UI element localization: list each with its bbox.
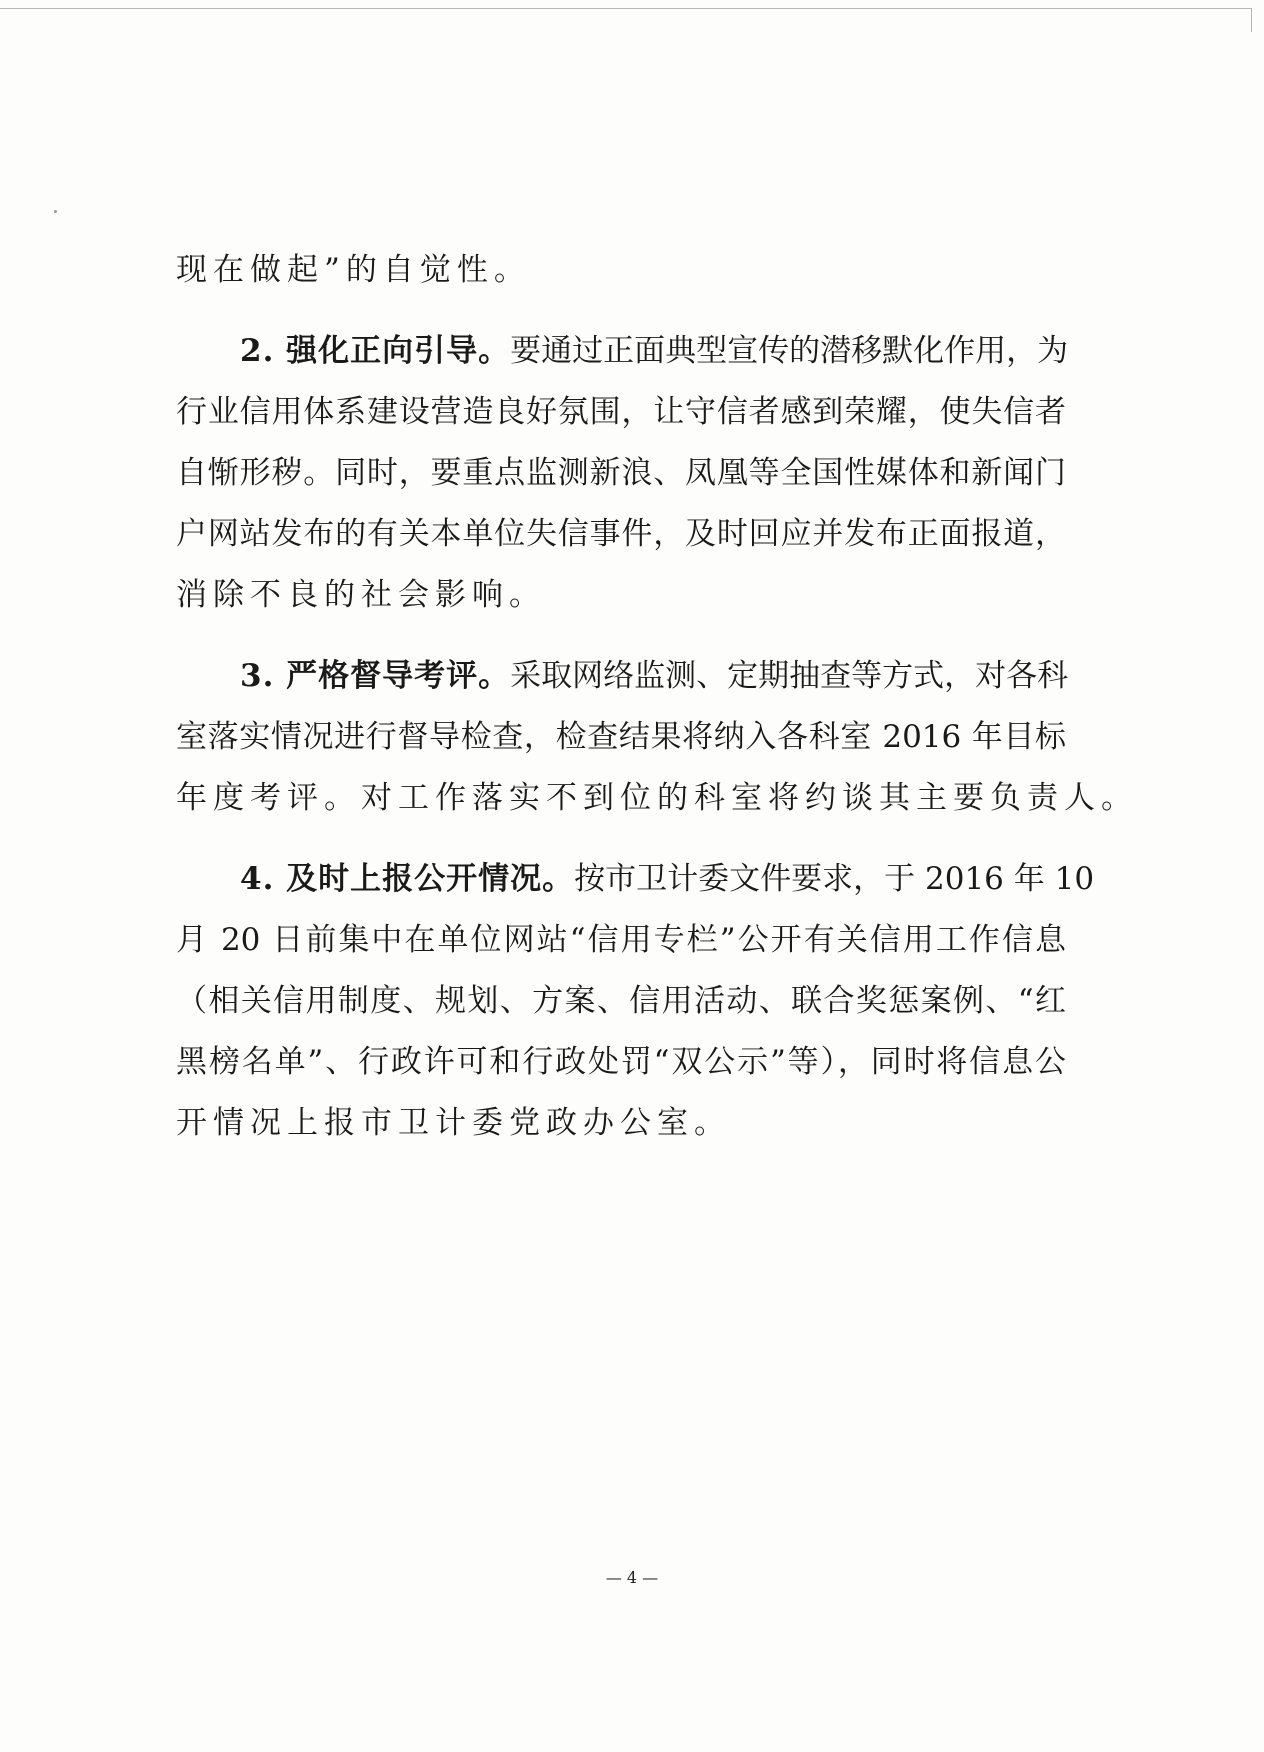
paragraph-line: 现在做起”的自觉性。 [176,252,531,288]
paragraph-text: 采取网络监测、定期抽查等方式，对各科 [510,658,1069,694]
paragraph-line: 行业信用体系建设营造良好氛围，让守信者感到荣耀，使失信者 [176,394,1066,430]
scan-edge-line [0,8,1252,9]
paragraph-line: 自惭形秽。同时，要重点监测新浪、凤凰等全国性媒体和新闻门 [176,455,1066,491]
section-heading: 3. 严格督导考评。 [240,658,511,694]
paragraph-first-line [176,849,1095,910]
paragraph-first-line [176,646,1069,707]
scan-edge-line-right [1251,8,1252,32]
paragraph-line: 室落实情况进行督导检查，检查结果将纳入各科室 2016 年目标 [176,719,1066,755]
page-number: — 4 — [605,1568,659,1587]
paragraph-line: 消除不良的社会影响。 [176,577,546,613]
paragraph-line: 开情况上报市卫计委党政办公室。 [176,1105,731,1141]
paragraph-line: 户网站发布的有关本单位失信事件，及时回应并发布正面报道， [176,516,1066,552]
section-heading: 2. 强化正向引导。 [240,333,511,369]
section-heading: 4. 及时上报公开情况。 [240,861,575,897]
paragraph-line: （相关信用制度、规划、方案、信用活动、联合奖惩案例、“红 [176,983,1066,1019]
scan-speck [54,210,57,213]
paragraph-line: 黑榜名单”、行政许可和行政处罚“双公示”等），同时将信息公 [176,1044,1066,1080]
paragraph-text: 要通过正面典型宣传的潜移默化作用，为 [510,333,1069,369]
paragraph-text: 按市卫计委文件要求，于 2016 年 10 [574,861,1095,897]
paragraph-line: 年度考评。对工作落实不到位的科室将约谈其主要负责人。 [176,780,1138,816]
paragraph-first-line [176,321,1069,382]
paragraph-line: 月 20 日前集中在单位网站“信用专栏”公开有关信用工作信息 [176,922,1066,958]
document-body [176,240,1138,1154]
